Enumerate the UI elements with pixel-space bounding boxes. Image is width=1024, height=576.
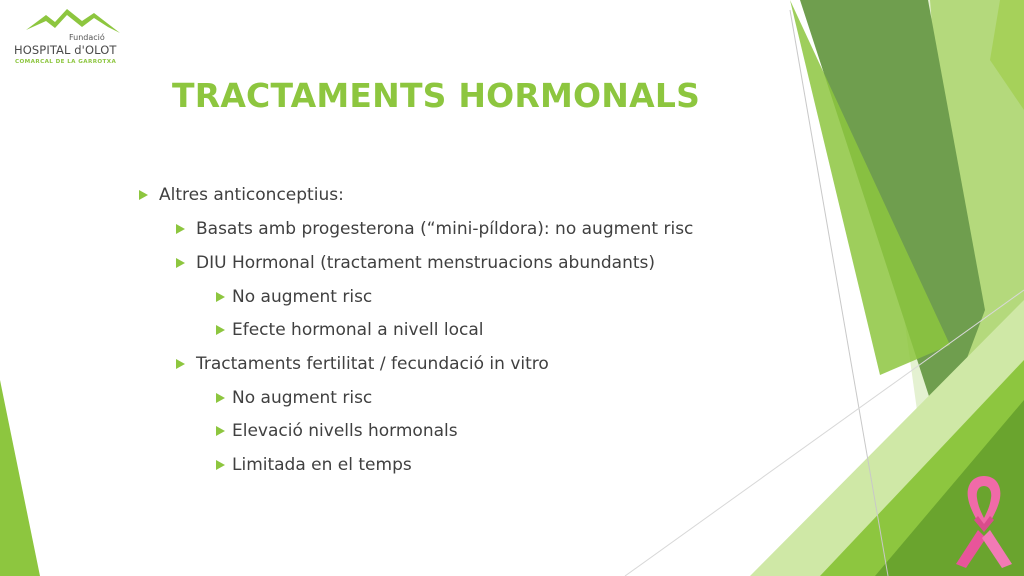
bullet-level2 (176, 252, 655, 274)
logo-hospital-name: HOSPITAL d'OLOT (14, 43, 117, 57)
bullet-level3 (216, 387, 372, 409)
logo-subtitle: COMARCAL DE LA GARROTXA (15, 59, 117, 65)
bullet-arrow-icon (176, 359, 185, 369)
bullet-level1 (139, 184, 344, 206)
bullet-text: No augment risc (232, 388, 373, 408)
slide-title: TRACTAMENTS HORMONALS (172, 76, 701, 115)
bullet-text: Elevació nivells hormonals (232, 421, 458, 441)
bullet-arrow-icon (216, 426, 225, 436)
left-green-wedge (0, 380, 40, 576)
logo-fundacio-text: Fundació (69, 33, 105, 42)
bullet-text: DIU Hormonal (tractament menstruacions abundants) (196, 253, 655, 273)
bullet-text: Efecte hormonal a nivell local (232, 320, 484, 340)
bullet-level3 (216, 286, 372, 308)
bullet-text: Basats amb progesterona (“mini-píldora): no augment risc (196, 219, 694, 239)
bullet-level3 (216, 319, 484, 341)
bullet-arrow-icon (139, 190, 148, 200)
bullet-arrow-icon (216, 325, 225, 335)
hospital-logo (14, 6, 134, 70)
bullet-level2 (176, 353, 549, 375)
bullet-arrow-icon (216, 460, 225, 470)
bullet-text: Limitada en el temps (232, 455, 412, 475)
bullet-level2 (176, 218, 693, 240)
bullet-level3 (216, 420, 458, 442)
bullet-arrow-icon (176, 258, 185, 268)
bullet-text: No augment risc (232, 287, 373, 307)
bullet-arrow-icon (216, 393, 225, 403)
pink-ribbon-icon (948, 470, 1020, 570)
bullet-level3 (216, 454, 412, 476)
bullet-text: Tractaments fertilitat / fecundació in vitro (196, 354, 549, 374)
bullet-text: Altres anticonceptius: (159, 185, 344, 205)
bullet-arrow-icon (176, 224, 185, 234)
bullet-arrow-icon (216, 292, 225, 302)
